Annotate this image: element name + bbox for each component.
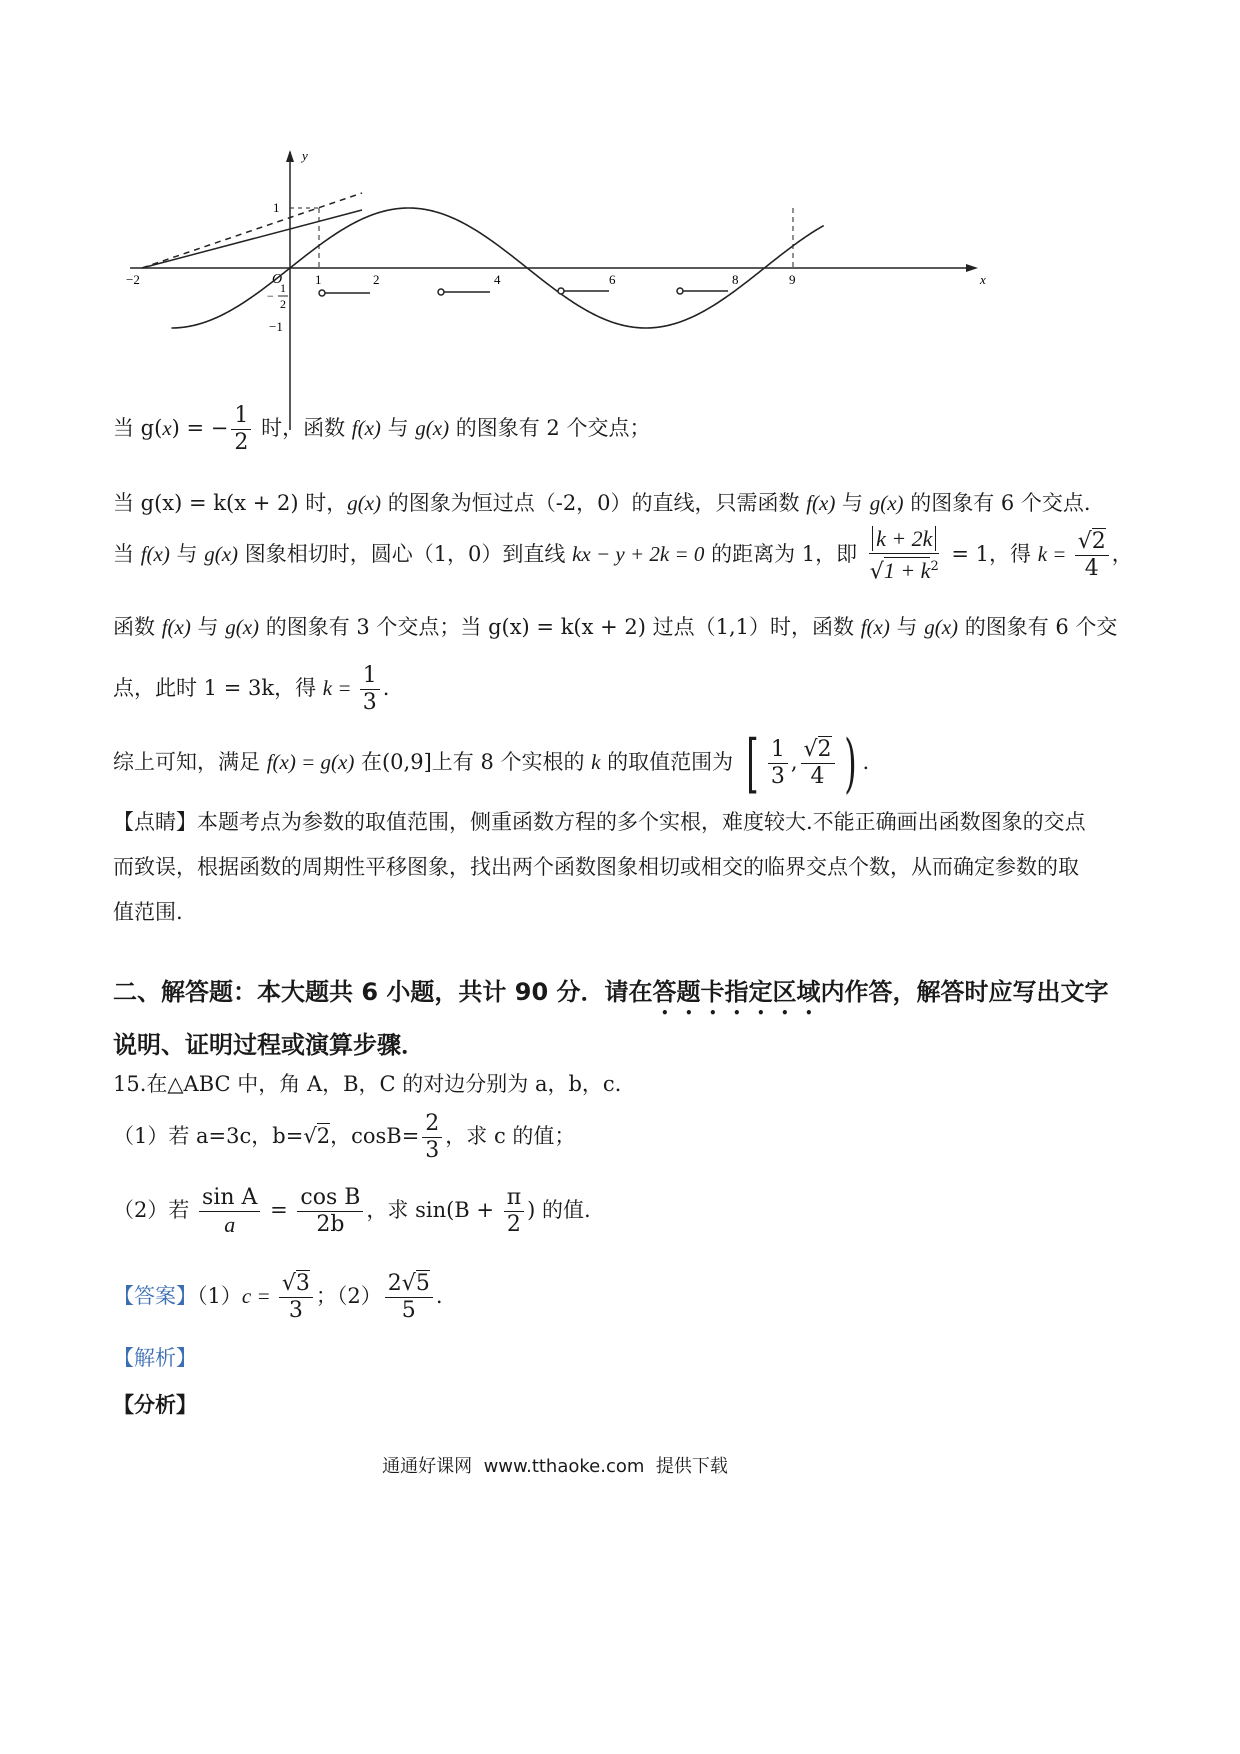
- fraction: $\frac{1}{3}$: [768, 737, 788, 790]
- tick-label: −1: [269, 319, 283, 334]
- y-axis-arrow: [286, 150, 294, 162]
- fraction: $\frac{\text{cos B}}{2b}$: [297, 1185, 363, 1238]
- para-4: 函数 f(x) 与 g(x) 的图象有 3 个交点；当 g(x) = k(x + 2) 过点（1,1）时，函数 f(x) 与 g(x) 的图象有 6 个交: [113, 615, 1118, 639]
- x-axis-arrow: [966, 264, 978, 272]
- jiexi-label: 【解析】: [113, 1346, 197, 1370]
- fraction: $\frac{1}{2}$: [231, 403, 251, 456]
- tick-label: 2: [373, 272, 380, 287]
- origin-label: O: [272, 272, 283, 287]
- text: 的图象有 2 个交点；: [449, 416, 651, 440]
- para-3: 当 f(x) 与 g(x) 图象相切时，圆心（1，0）到直线 kx − y + 2k = 0 的距离为 1，即 $\frac{k + 2k}{√1 + k^2}$ = 1，得 k = $\frac{√2}{4}$ ，: [113, 525, 1133, 585]
- text: (x): [357, 416, 381, 440]
- answer-label: 【答案】: [113, 1284, 197, 1308]
- k-fraction: $\frac{√2}{4}$: [1075, 529, 1109, 582]
- fraction: $\frac{\pi}{2}$: [504, 1185, 524, 1238]
- section-heading-line-2: 说明、证明过程或演算步骤．: [113, 1031, 425, 1059]
- y-axis-label: y: [302, 150, 308, 163]
- section-heading-line-1: 二、解答题：本大题共 6 小题，共计 90 分．请在答题卡指定区域内作答，解答时应写出文字: [113, 978, 1109, 1006]
- x-axis-label: x: [980, 272, 986, 287]
- tick-label: 1: [280, 281, 286, 295]
- text: 时，函数: [254, 416, 352, 440]
- text: ) = −: [171, 416, 229, 440]
- text: 当 g(: [113, 416, 163, 440]
- tick-label: 8: [732, 272, 739, 287]
- answer-line: 【答案】（1）c = $\frac{√3}{3}$ ；（2） $\frac{2√5}{5}$ .: [113, 1271, 443, 1323]
- para-5: 点，此时 1 = 3k，得 k = $\frac{1}{3}$ .: [113, 663, 390, 715]
- footer: 通通好课网 www.tthaoke.com 提供下载: [382, 1456, 728, 1477]
- distance-fraction: $\frac{k + 2k}{√1 + k^2}$: [869, 525, 939, 585]
- fenxi-label: 【分析】: [113, 1392, 197, 1417]
- text: (x): [425, 416, 450, 440]
- fraction: $\frac{\text{sin A}}{a}$: [199, 1185, 260, 1238]
- text: x: [162, 416, 172, 440]
- fraction: $\frac{2√5}{5}$: [385, 1271, 433, 1324]
- text: f: [351, 416, 358, 440]
- tick-label: −2: [126, 272, 140, 287]
- para-2: 当 g(x) = k(x + 2) 时，g(x) 的图象为恒过点（-2，0）的直线，只需函数 f(x) 与 g(x) 的图象有 6 个交点.: [113, 491, 1091, 515]
- text: 与: [380, 416, 416, 440]
- g-segments: [319, 288, 728, 296]
- tick-label: 4: [494, 272, 501, 287]
- fraction: $\frac{√2}{4}$: [801, 737, 835, 790]
- tick-label: 9: [789, 272, 796, 287]
- tick-label: 6: [609, 272, 616, 287]
- fraction: $\frac{√3}{3}$: [279, 1271, 313, 1324]
- function-graph: [120, 150, 1000, 440]
- q15-part-1: （1）若 a=3c，b=√2，cosB= $\frac{2}{3}$ ，求 c 的值；: [113, 1111, 576, 1163]
- tick-label: 1: [315, 272, 322, 287]
- para-6: 综上可知，满足 f(x) = g(x) 在(0,9]上有 8 个实根的 k 的取值范围为 [ $\frac{1}{3}$ , $\frac{√2}{4}$ ) .: [113, 726, 870, 801]
- tick-label: 2: [280, 297, 286, 311]
- fraction: $\frac{1}{3}$: [360, 663, 380, 716]
- dianjing-line-2: 而致误，根据函数的周期性平移图象，找出两个函数图象相切或相交的临界交点个数，从而确定参数的取: [113, 855, 1079, 879]
- tick-label: −: [267, 289, 274, 303]
- q15-part-2: （2）若 $\frac{\text{sin A}}{a}$ = $\frac{\text{cos B}}{2b}$ ，求 sin(B + $\frac{\pi}{2}$ ) 的值.: [113, 1185, 591, 1237]
- q15-stem: 15.在△ABC 中，角 A，B，C 的对边分别为 a，b，c．: [113, 1072, 636, 1096]
- tangent-line: [142, 193, 362, 268]
- text: g: [415, 416, 426, 440]
- para-1: [113, 402, 650, 456]
- dianjing-line-1: 【点睛】本题考点为参数的取值范围，侧重函数方程的多个实根，难度较大.不能正确画出函数图象的交点: [113, 810, 1086, 834]
- dianjing-line-3: 值范围.: [113, 900, 183, 924]
- fraction: $\frac{2}{3}$: [422, 1111, 442, 1164]
- tick-label: 1: [273, 200, 280, 215]
